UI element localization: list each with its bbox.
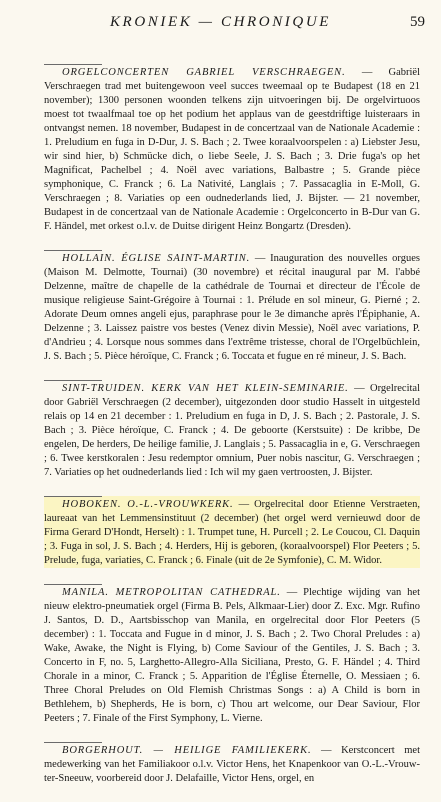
entry-sint-truiden [44,380,420,480]
entry-manila [44,584,420,726]
entry-hollain [44,250,420,364]
entry-paragraph [44,382,420,480]
entry-paragraph [44,498,420,568]
entry-heading: BORGERHOUT. — HEILIGE FAMILIEKERK. [62,745,312,756]
entry-verschraegen-budapest [44,64,420,234]
entry-text: — Kerstconcert met medewerking van het Familiakoor o.l.v. Victor Hens, het Knapenkoor van O.-L.-Vrouw-ter-Sneeuw, voorbereid door J. Delafaille, Victor Hens, orgel, en [44,745,420,784]
chronicle-entries [44,64,420,802]
entry-text: — Plechtige wijding van het nieuw elektro-pneumatiek orgel (Firma B. Pels, Alkmaar-Lier) door Z. Exc. Mgr. Rufino J. Santos, D. D., Aartsbisschop van Manila, en orgelrecital door Flor Peeters (5 december) : 1. Toccata and Fugue in d minor, J. S. Bach ; 2. Two Choral Preludes : a) Wake, Awake, the Night is Flying, b) Come Saviour of the Gentiles, J. S. Bach ; 3. Concerto in F, no. 5, Larghetto-Allegro-Alla Siciliana, Presto, G. F. Händel ; 4. Third Chorale in a minor, C. Franck ; 5. Apparition de l'Église Éternelle, O. Messiaen ; 6. Three Choral Preludes on Old Flemish Christmas Songs : a) A Child is born in Bethlehem, b) Shepherds, He is born, c) Thou art welcome, our Dear Saviour, Flor Peeters ; 7. Finale of the First Symphony, L. Vierne. [44,587,420,724]
entry-hoboken [44,496,420,568]
entry-borgerhout [44,742,420,786]
entry-heading: ORGELCONCERTEN GABRIEL VERSCHRAEGEN. [62,67,346,78]
page-number: 59 [410,14,425,30]
entry-text: — Gabriël Verschraegen trad met buitengewoon veel succes tweemaal op te Budapest (18 en 21 november); 1300 personen woonden telkens zijn uitvoeringen bij. De orgelvirtuoos moest tot twaalfmaal toe op het podium het applaus van de geestdriftige luisteraars in ontvangst nemen. 18 november, Budapest in de concertzaal van de Nationale Academie : 1. Preludium en fuga in D-Dur, J. S. Bach ; 2. Twee koraalvoorspelen : a) Liebster Jesu, wir sind hier, b) Schmücke dich, o liebe Seele, J. S. Bach ; 3. Drie fuga's op het Magnificat, Pachelbel ; 4. Noël avec variations, Balbastre ; 5. Grande pièce symphonique, C. Franck ; 6. La Nativité, Langlais ; 7. Passacaglia in E-Moll, G. Verschraegen ; 8. Variaties op een oudnederlands lied, J. Bijster. — 21 november, Budapest in de concertzaal van de Nationale Academie : Orgelconcerto in B-Dur van G. F. Händel, met orkest o.l.v. de Duitse dirigent Heinz Bongartz (Dresden). [44,67,420,232]
entry-heading: MANILA. METROPOLITAN CATHEDRAL. [62,587,281,598]
running-title: KRONIEK — CHRONIQUE [109,14,332,30]
entry-text: — Orgelrecital door Gabriël Verschraegen (2 december), uitgezonden door studio Hasselt in uitgesteld relais op 14 en 21 december : 1. Preludium en fuga in D, J. S. Bach ; 2. Pastorale, J. S. Bach ; 3. Pièce héroïque, C. Franck ; 4. De geboorte (Kerstsuite) : De kribbe, De engelen, De herders, De heilige familie, J. Langlais ; 5. Passacaglia in e, G. Verschraegen ; 6. Twee kerstkoralen : Jesu redemptor omnium, Puer nobis nascitur, G. Verschraegen ; 7. Variaties op het oudnederlands lied : Ich wil my gaen vertroosten, J. Bijster. [44,383,420,478]
entry-text: — Inauguration des nouvelles orgues (Maison M. Delmotte, Tournai) (30 novembre) et récital inaugural par M. l'abbé Delzenne, maître de chapelle de la cathédrale de Tournai et directeur de l'École de musique religieuse Saint-Grégoire à Tournai : 1. Prélude en sol mineur, G. Pierné ; 2. Adorate Deum omnes angeli ejus, paraphrase pour le 3e dimanche après l'Épiphanie, A. Delzenne ; 3. Laissez paistre vos bestes (Venez divin Messie), Noël avec variations, P. d'Andrieu ; 4. Lorsque nous sommes dans l'extrême tristesse, choral de l'Orgelbüchlein, J. S. Bach ; 5. Pièce héroïque, C. Franck ; 6. Toccata et fugue en ré mineur, J. S. Bach. [44,253,420,362]
entry-heading: HOLLAIN. ÉGLISE SAINT-MARTIN. [62,253,251,264]
running-head [0,12,441,34]
entry-paragraph [44,252,420,364]
entry-heading: HOBOKEN. O.-L.-VROUWKERK. [62,499,234,510]
entry-text: — Orgelrecital door Etienne Verstraeten, laureaat van het Lemmensinstituut (2 december) (het orgel werd vernieuwd door de Firma Gerard D'Hondt, Herselt) : 1. Trumpet tune, H. Purcell ; 2. Le Coucou, Cl. Daquin ; 3. Fuga in sol, J. S. Bach ; 4. Herders, Hij is geboren, (koraalvoorspel) Flor Peeters ; 5. Prelude, fuga, variaties, C. Franck ; 6. Finale (uit de 2e Symfonie), C. M. Widor. [44,499,420,566]
entry-paragraph [44,66,420,234]
entry-heading: SINT-TRUIDEN. KERK VAN HET KLEIN-SEMINARIE. [62,383,349,394]
entry-paragraph [44,586,420,726]
entry-paragraph [44,744,420,786]
